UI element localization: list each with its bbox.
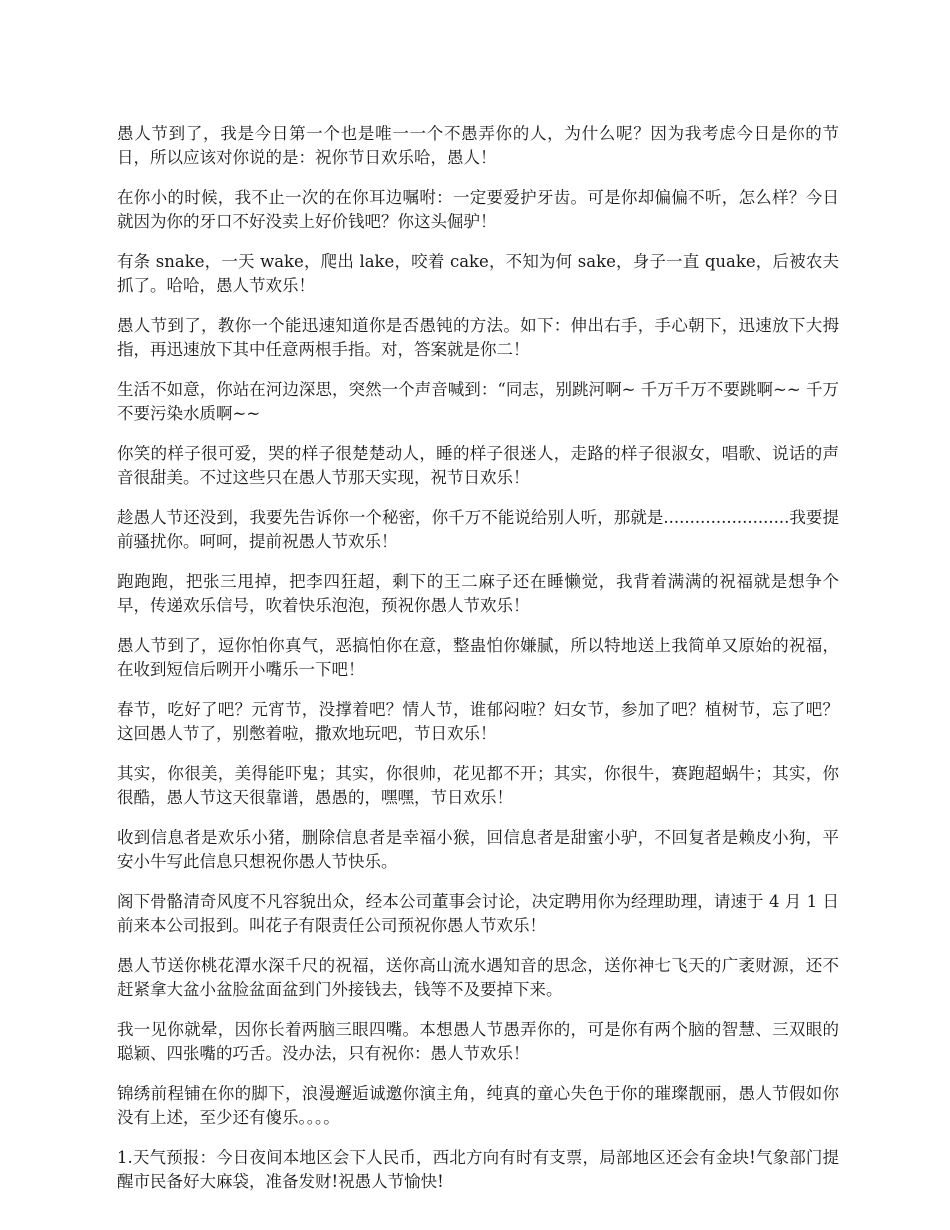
paragraph-2: 在你小的时候，我不止一次的在你耳边嘱咐：一定要爱护牙齿。可是你却偏偏不听，怎么样？今日就因为你的牙口不好没卖上好价钱吧？你这头倔驴！: [117, 188, 839, 231]
paragraph-1: 愚人节到了，我是今日第一个也是唯一一个不愚弄你的人，为什么呢？因为我考虑今日是你的节日，所以应该对你说的是：祝你节日欢乐哈，愚人！: [117, 124, 839, 167]
paragraph-17: 1.天气预报：今日夜间本地区会下人民币，西北方向有时有支票，局部地区还会有金块!气象部门提醒市民备好大麻袋，准备发财!祝愚人节愉快!: [117, 1148, 839, 1191]
document-body: [117, 122, 839, 1210]
paragraph-9: 愚人节到了，逗你怕你真气，恶搞怕你在意，整蛊怕你嫌腻，所以特地送上我简单又原始的祝福，在收到短信后咧开小嘴乐一下吧！: [117, 636, 839, 679]
paragraph-4: 愚人节到了，教你一个能迅速知道你是否愚钝的方法。如下：伸出右手，手心朝下，迅速放下大拇指，再迅速放下其中任意两根手指。对，答案就是你二！: [117, 316, 839, 359]
paragraph-3: 有条 snake，一天 wake，爬出 lake，咬着 cake，不知为何 sake，身子一直 quake，后被农夫抓了。哈哈，愚人节欢乐！: [117, 252, 839, 295]
paragraph-5: 生活不如意，你站在河边深思，突然一个声音喊到：“同志，别跳河啊~ 千万千万不要跳啊~~ 千万不要污染水质啊~~: [117, 380, 839, 423]
paragraph-6: 你笑的样子很可爱，哭的样子很楚楚动人，睡的样子很迷人，走路的样子很淑女，唱歌、说话的声音很甜美。不过这些只在愚人节那天实现，祝节日欢乐！: [117, 444, 839, 487]
paragraph-13: 阁下骨骼清奇风度不凡容貌出众，经本公司董事会讨论，决定聘用你为经理助理，请速于 4 月 1 日前来本公司报到。叫花子有限责任公司预祝你愚人节欢乐！: [117, 892, 839, 935]
paragraph-8: 跑跑跑，把张三甩掉，把李四狂超，剩下的王二麻子还在睡懒觉，我背着满满的祝福就是想争个早，传递欢乐信号，吹着快乐泡泡，预祝你愚人节欢乐！: [117, 572, 839, 615]
paragraph-11: 其实，你很美，美得能吓鬼；其实，你很帅，花见都不开；其实，你很牛，赛跑超蜗牛；其实，你很酷，愚人节这天很靠谱，愚愚的，嘿嘿，节日欢乐！: [117, 764, 839, 807]
paragraph-16: 锦绣前程铺在你的脚下，浪漫邂逅诚邀你演主角，纯真的童心失色于你的璀璨靓丽，愚人节假如你没有上述，至少还有傻乐。。。。: [117, 1084, 839, 1127]
paragraph-14: 愚人节送你桃花潭水深千尺的祝福，送你高山流水遇知音的思念，送你神七飞天的广袤财源，还不赶紧拿大盆小盆脸盆面盆到门外接钱去，钱等不及要掉下来。: [117, 956, 839, 999]
paragraph-7: 趁愚人节还没到，我要先告诉你一个秘密，你千万不能说给别人听，那就是........................我要提前骚扰你。呵呵，提前祝愚人节欢乐！: [117, 508, 839, 551]
paragraph-15: 我一见你就晕，因你长着两脑三眼四嘴。本想愚人节愚弄你的，可是你有两个脑的智慧、三双眼的聪颖、四张嘴的巧舌。没办法，只有祝你：愚人节欢乐！: [117, 1020, 839, 1063]
paragraph-10: 春节，吃好了吧？元宵节，没撑着吧？情人节，谁郁闷啦？妇女节，参加了吧？植树节，忘了吧？这回愚人节了，别憋着啦，撒欢地玩吧，节日欢乐！: [117, 700, 839, 743]
paragraph-12: 收到信息者是欢乐小猪，删除信息者是幸福小猴，回信息者是甜蜜小驴，不回复者是赖皮小狗，平安小牛写此信息只想祝你愚人节快乐。: [117, 828, 839, 871]
